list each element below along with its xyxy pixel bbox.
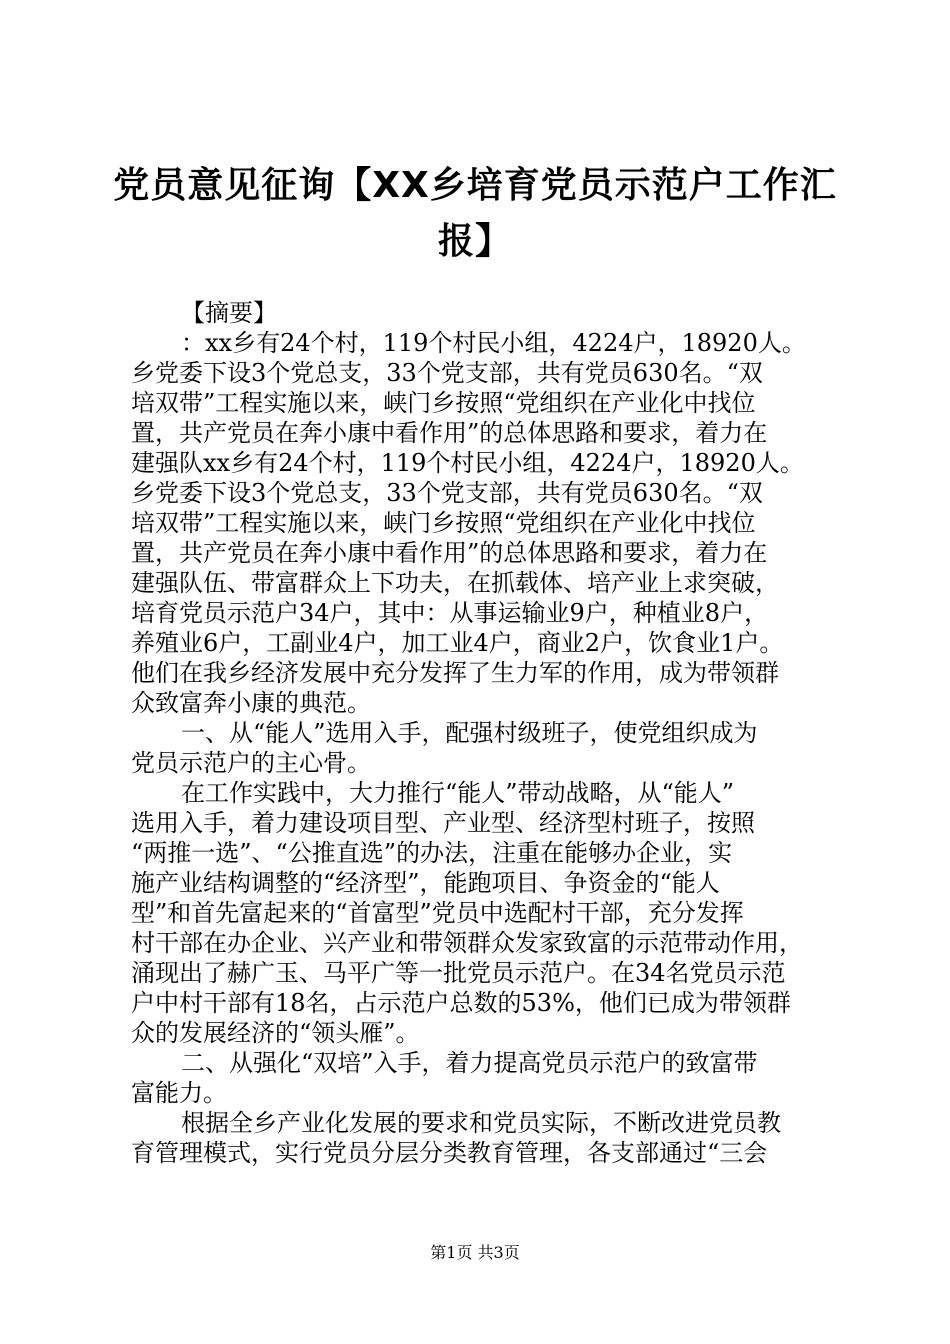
text-line: 一、从“能人”选用入手，配强村级班子，使党组织成为 bbox=[181, 719, 758, 747]
text-line: 乡党委下设3个党总支，33个党支部，共有党员630名。“双 bbox=[131, 479, 763, 507]
text-line: 建强队伍、带富群众上下功夫，在抓载体、培产业上求突破， bbox=[131, 569, 779, 597]
text-line: ：xx乡有24个村，119个村民小组，4224户，18920人。 bbox=[181, 329, 806, 357]
text-line: 根据全乡产业化发展的要求和党员实际，不断改进党员教 bbox=[181, 1109, 781, 1137]
text-line: 培双带”工程实施以来，峡门乡按照“党组织在产业化中找位 bbox=[131, 509, 756, 537]
text-line: 党员示范户的主心骨。 bbox=[131, 749, 371, 777]
page-footer: 第1页 共3页 bbox=[430, 1243, 520, 1262]
text-line: 育管理模式，实行党员分层分类教育管理，各支部通过“三会 bbox=[131, 1139, 768, 1167]
text-line: 培双带”工程实施以来，峡门乡按照“党组织在产业化中找位 bbox=[131, 389, 756, 417]
text-line: 【摘要】 bbox=[181, 299, 277, 327]
text-line: 众致富奔小康的典范。 bbox=[131, 689, 371, 717]
text-line: 二、从强化“双培”入手，着力提高党员示范户的致富带 bbox=[181, 1049, 758, 1077]
text-line: 富能力。 bbox=[131, 1079, 227, 1107]
text-line: 乡党委下设3个党总支，33个党支部，共有党员630名。“双 bbox=[131, 359, 763, 387]
document-body bbox=[131, 298, 831, 1168]
title-line: 报】 bbox=[437, 221, 512, 262]
document-title bbox=[110, 158, 840, 270]
text-line: 施产业结构调整的“经济型”，能跑项目、争资金的“能人 bbox=[131, 869, 720, 897]
text-line: 置，共产党员在奔小康中看作用”的总体思路和要求，着力在 bbox=[131, 419, 768, 447]
text-line: 建强队xx乡有24个村，119个村民小组，4224户，18920人。 bbox=[131, 449, 804, 477]
text-line: 涌现出了赫广玉、马平广等一批党员示范户。在34名党员示范 bbox=[131, 959, 786, 987]
text-line: 众的发展经济的“领头雁”。 bbox=[131, 1019, 420, 1047]
text-line: “两推一选”、“公推直选”的办法，注重在能够办企业，实 bbox=[131, 839, 733, 867]
text-line: 村干部在办企业、兴产业和带领群众发家致富的示范带动作用， bbox=[131, 929, 803, 957]
text-line: 户中村干部有18名，占示范户总数的53%，他们已成为带领群 bbox=[131, 989, 791, 1017]
text-line: 他们在我乡经济发展中充分发挥了生力军的作用，成为带领群 bbox=[131, 659, 779, 687]
text-line: 置，共产党员在奔小康中看作用”的总体思路和要求，着力在 bbox=[131, 539, 768, 567]
text-line: 型”和首先富起来的“首富型”党员中选配村干部，充分发挥 bbox=[131, 899, 744, 927]
text-line: 在工作实践中，大力推行“能人”带动战略，从“能人” bbox=[181, 779, 735, 807]
text-line: 选用入手，着力建设项目型、产业型、经济型村班子，按照 bbox=[131, 809, 755, 837]
title-line: 党员意见征询【XX乡培育党员示范户工作汇 bbox=[113, 165, 837, 206]
text-line: 养殖业6户，工副业4户，加工业4户，商业2户，饮食业1户。 bbox=[131, 629, 784, 657]
text-line: 培育党员示范户34户，其中：从事运输业9户，种植业8户， bbox=[131, 599, 769, 627]
